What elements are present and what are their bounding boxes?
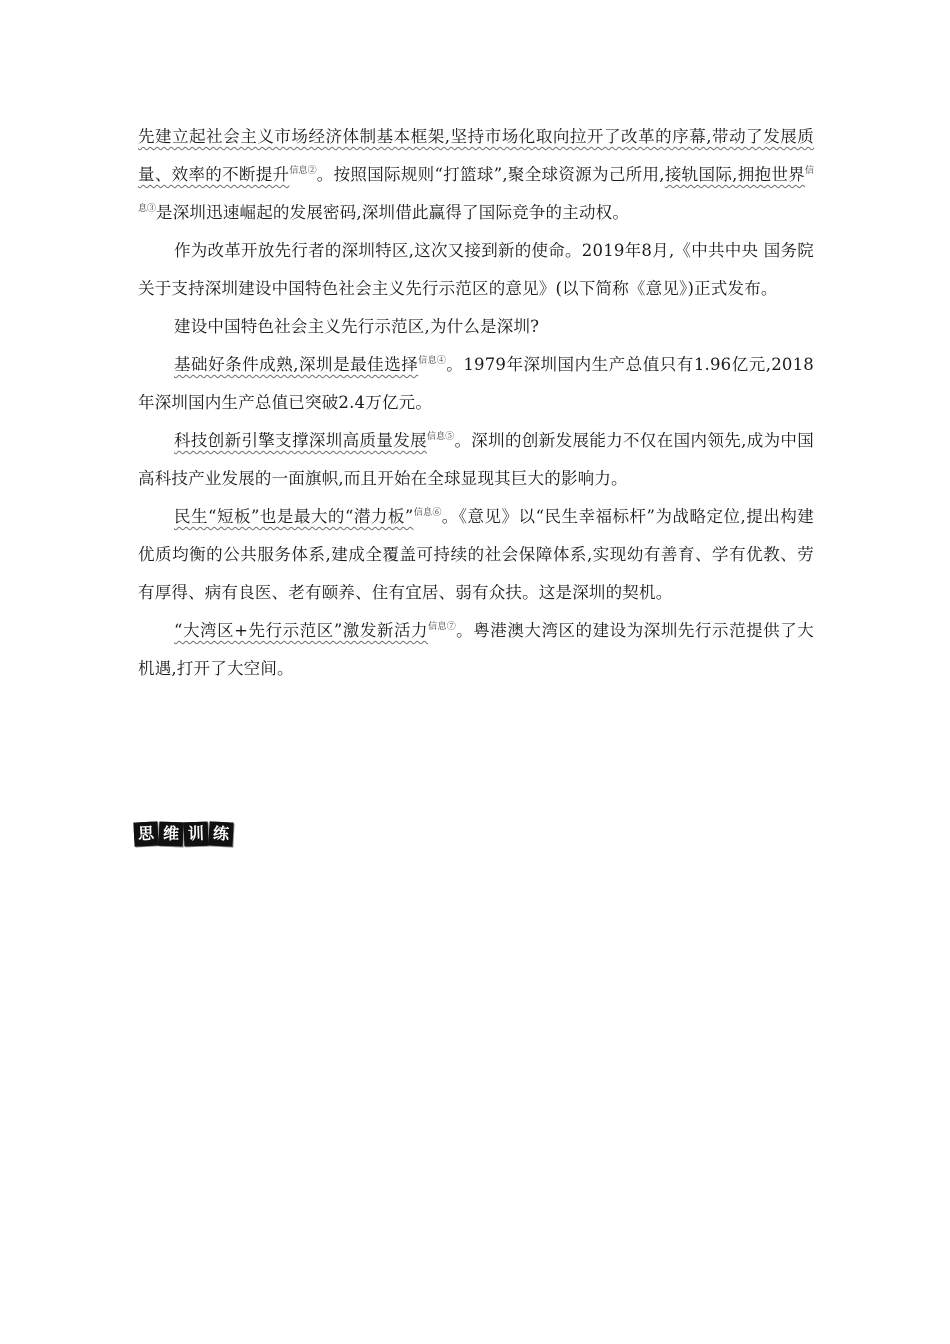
badge-char: 训	[184, 822, 209, 847]
info-mark: 信息④	[418, 356, 447, 366]
info-mark: 信息⑥	[413, 508, 442, 518]
underlined-phrase: 先建立起社会主义市场经济体制基本框架,坚持市场化取向拉开了改革的序幕,带动了发展质量、效率的不断提升	[138, 127, 814, 184]
info-mark: 信息②	[289, 166, 317, 176]
paragraph-text: 。按照国际规则“打篮球”,聚全球资源为己所用,	[316, 165, 665, 184]
paragraph-1	[138, 118, 814, 232]
paragraph-5	[138, 422, 814, 498]
paragraph-4	[138, 346, 814, 422]
paragraph-2	[138, 232, 814, 308]
paragraph-text: 建设中国特色社会主义先行示范区,为什么是深圳?	[174, 317, 540, 336]
paragraph-text: 是深圳迅速崛起的发展密码,深圳借此赢得了国际竞争的主动权。	[156, 203, 630, 222]
info-mark: 信息③	[138, 166, 814, 214]
badge-char: 维	[159, 822, 184, 847]
paragraph-text: 。深圳的创新发展能力不仅在国内领先,成为中国高科技产业发展的一面旗帜,而且开始在全球显现其巨大的影响力。	[138, 431, 814, 488]
underlined-phrase: 基础好条件成熟,深圳是最佳选择	[174, 355, 419, 374]
badge-char: 思	[133, 821, 158, 846]
info-mark: 信息⑦	[428, 622, 457, 632]
underlined-phrase: 科技创新引擎支撑深圳高质量发展	[174, 431, 427, 450]
article-body	[138, 118, 814, 688]
paragraph-text: 。1979年深圳国内生产总值只有1.96亿元,2018年深圳国内生产总值已突破2.4万亿元。	[138, 355, 814, 412]
paragraph-text: 。粤港澳大湾区的建设为深圳先行示范提供了大机遇,打开了大空间。	[138, 621, 814, 678]
badge-char: 练	[208, 821, 233, 846]
paragraph-6	[138, 498, 814, 612]
paragraph-7	[138, 612, 814, 688]
paragraph-text: 。《意见》以“民生幸福标杆”为战略定位,提出构建优质均衡的公共服务体系,建成全覆盖可持续的社会保障体系,实现幼有善育、学有优教、劳有厚得、病有良医、老有颐养、住有宜居、弱有众扶。这是深圳的契机。	[138, 507, 814, 602]
underlined-phrase: 民生“短板”也是最大的“潜力板”	[174, 507, 414, 526]
paragraph-text: 作为改革开放先行者的深圳特区,这次又接到新的使命。2019年8月,《中共中央 国务院关于支持深圳建设中国特色社会主义先行示范区的意见》(以下简称《意见》)正式发布。	[138, 241, 814, 298]
info-mark: 信息⑤	[426, 432, 455, 442]
underlined-phrase: 接轨国际,拥抱世界	[664, 165, 805, 184]
paragraph-3	[138, 308, 814, 346]
section-badge-thinking-training	[134, 822, 233, 846]
underlined-phrase: “大湾区+先行示范区”激发新活力	[174, 621, 429, 640]
